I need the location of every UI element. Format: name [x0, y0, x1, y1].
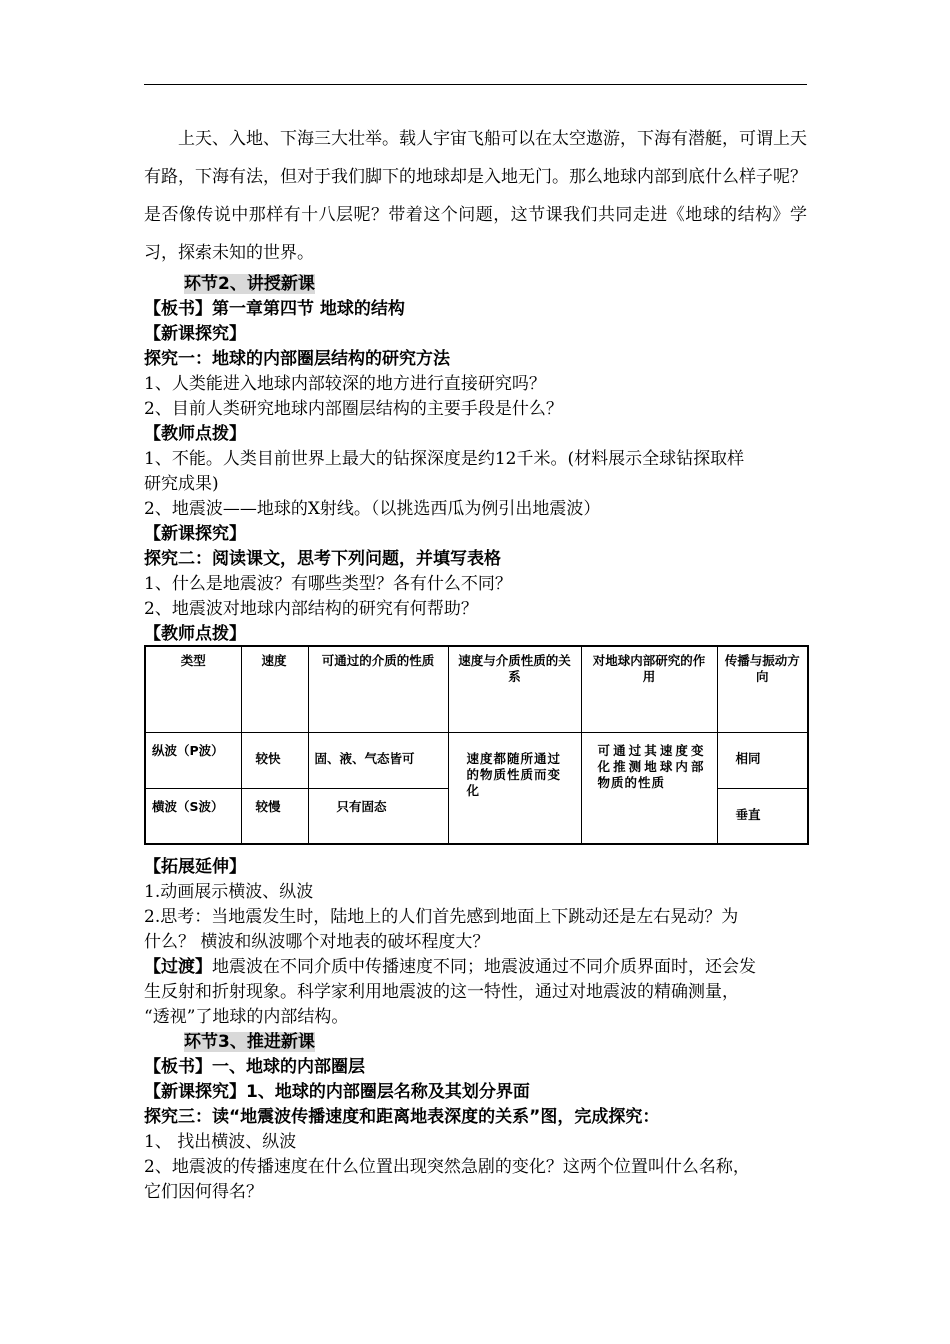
s-wave-medium: 只有固态 [308, 788, 448, 844]
explore-2-title: 探究二：阅读课文，思考下列问题，并填写表格 [144, 549, 501, 569]
question-2: 2、目前人类研究地球内部圈层结构的主要手段是什么？ [144, 399, 563, 419]
question-3: 1、什么是地震波？有哪些类型？各有什么不同？ [144, 574, 512, 594]
question-1: 1、人类能进入地球内部较深的地方进行直接研究吗？ [144, 374, 546, 394]
transition-line-1: 【过渡】地震波在不同介质中传播速度不同；地震波通过不同介质界面时，还会发 [144, 957, 756, 977]
extension-item-2-line-1: 2.思考：当地震发生时，陆地上的人们首先感到地面上下跳动还是左右晃动？为 [144, 907, 739, 927]
extension-item-1: 1.动画展示横波、纵波 [144, 882, 314, 902]
header-speed: 速度 [241, 646, 308, 732]
p-wave-medium: 固、液、气态皆可 [308, 732, 448, 788]
extension-item-2-line-2: 什么？ 横波和纵波哪个对地表的破坏程度大？ [144, 932, 490, 952]
header-type: 类型 [145, 646, 241, 732]
explore-tag-3: 【新课探究】1、地球的内部圈层名称及其划分界面 [144, 1082, 530, 1102]
header-role: 对地球内部研究的作用 [581, 646, 717, 732]
answer-1-line-1: 1、不能。人类目前世界上最大的钻探深度是约12千米。(材料展示全球钻探取样 [144, 449, 745, 469]
transition-line-3: “透视”了地球的内部结构。 [144, 1007, 349, 1027]
s-wave-type: 横波（S波） [145, 788, 241, 844]
explore-3-question-2-line-2: 它们因何得名？ [144, 1182, 263, 1202]
intro-paragraph [144, 120, 807, 272]
transition-line-2: 生反射和折射现象。科学家利用地震波的这一特性，通过对地震波的精确测量， [144, 982, 739, 1002]
section-3-heading: 环节3、推进新课 [184, 1032, 315, 1052]
role-cell: 可通过其速度变化推测地球内部物质的性质 [581, 732, 717, 844]
board-title-2: 【板书】一、地球的内部圈层 [144, 1057, 365, 1077]
header-relation: 速度与介质性质的关系 [448, 646, 581, 732]
p-wave-speed: 较快 [241, 732, 308, 788]
explore-tag-2: 【新课探究】 [144, 524, 246, 544]
board-title-1: 【板书】第一章第四节 地球的结构 [144, 299, 405, 319]
explore-3-title: 探究三：读“地震波传播速度和距离地表深度的关系”图，完成探究： [144, 1107, 660, 1127]
relation-cell: 速度都随所通过的物质性质而变化 [448, 732, 581, 844]
header-rule [144, 84, 807, 85]
s-wave-speed: 较慢 [241, 788, 308, 844]
answer-2: 2、地震波——地球的X射线。（以挑选西瓜为例引出地震波） [144, 499, 601, 519]
p-wave-direction: 相同 [717, 732, 808, 788]
section-2-heading: 环节2、讲授新课 [184, 274, 315, 294]
explore-1-title: 探究一：地球的内部圈层结构的研究方法 [144, 349, 450, 369]
answer-1-line-2: 研究成果) [144, 474, 219, 494]
s-wave-direction: 垂直 [717, 788, 808, 844]
header-direction: 传播与振动方向 [717, 646, 808, 732]
explore-3-question-1: 1、 找出横波、纵波 [144, 1132, 297, 1152]
extension-tag: 【拓展延伸】 [144, 857, 246, 877]
question-4: 2、地震波对地球内部结构的研究有何帮助？ [144, 599, 478, 619]
explore-3-question-2-line-1: 2、地震波的传播速度在什么位置出现突然急剧的变化？这两个位置叫什么名称， [144, 1157, 750, 1177]
teacher-tip-1: 【教师点拨】 [144, 424, 246, 444]
header-medium: 可通过的介质的性质 [308, 646, 448, 732]
p-wave-type: 纵波（P波） [145, 732, 241, 788]
seismic-wave-table [144, 645, 809, 845]
intro-text: 上天、入地、下海三大壮举。载人宇宙飞船可以在太空遨游，下海有潜艇，可谓上天有路，下海有法，但对于我们脚下的地球却是入地无门。那么地球内部到底什么样子呢？是否像传说中那样有十八层呢？带着这个问题，这节课我们共同走进《地球的结构》学习，探索未知的世界。 [144, 129, 807, 263]
teacher-tip-2: 【教师点拨】 [144, 624, 246, 644]
explore-tag-1: 【新课探究】 [144, 324, 246, 344]
